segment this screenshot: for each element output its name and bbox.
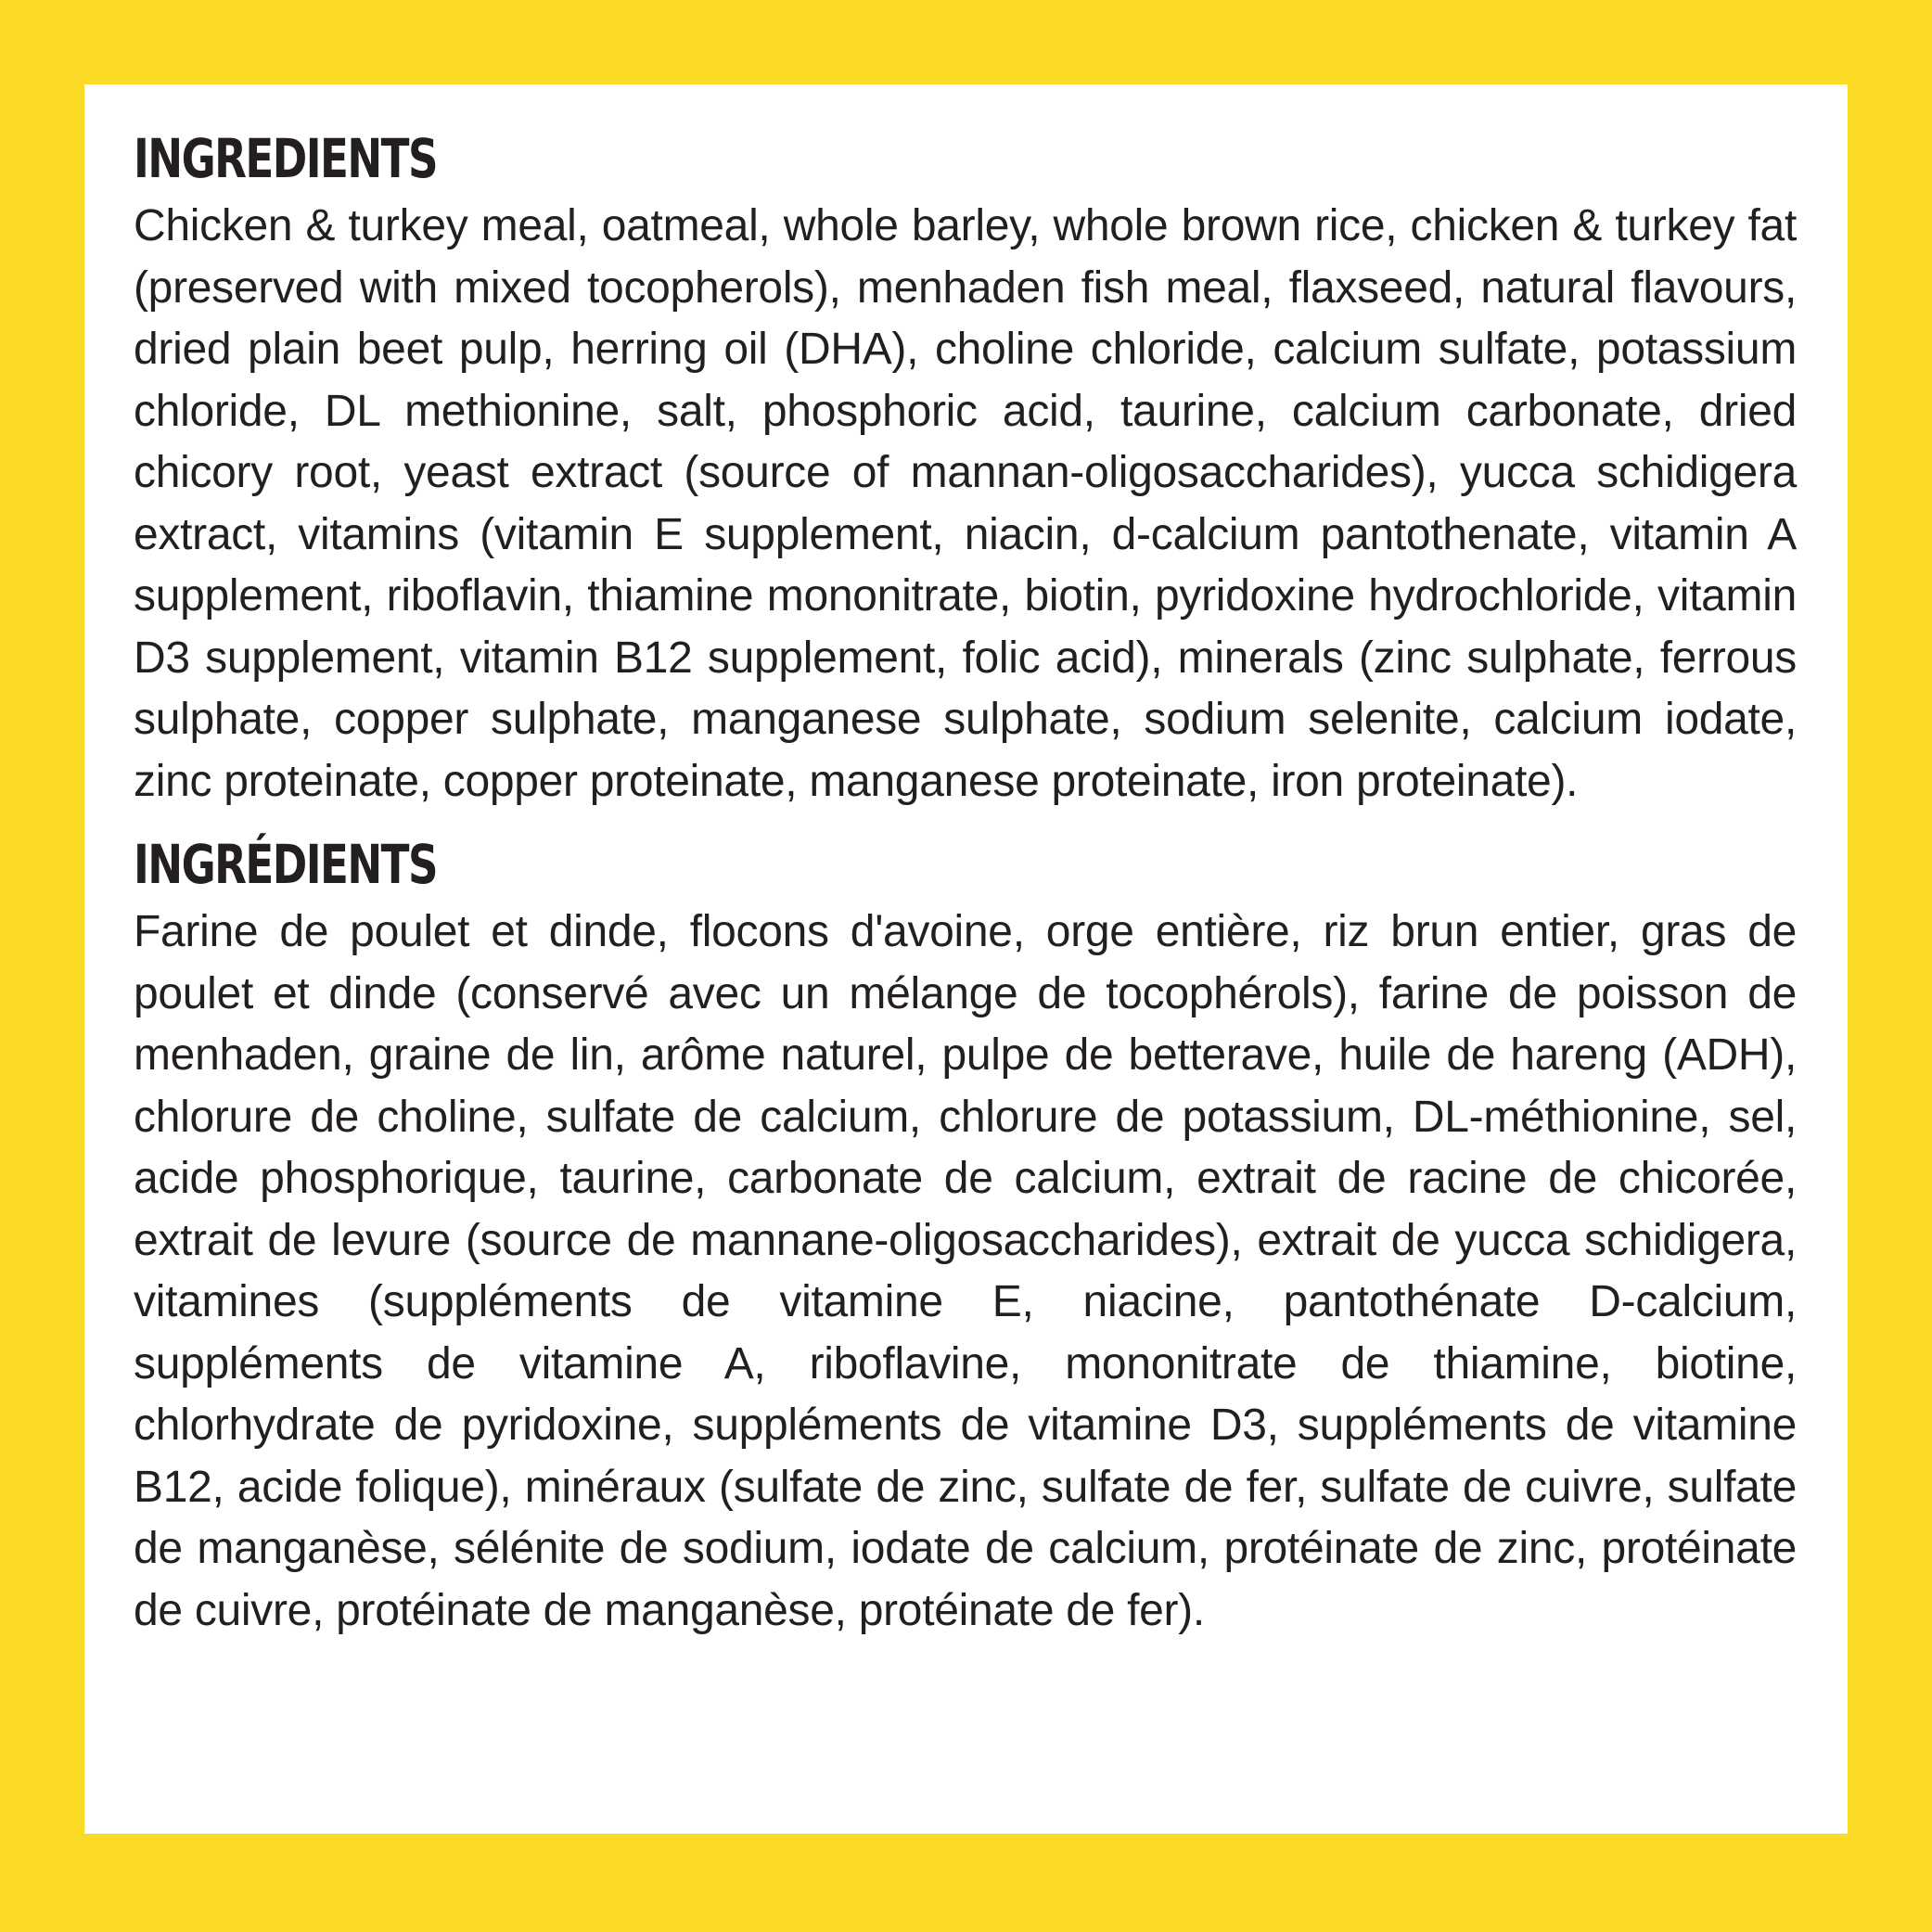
ingredients-text-english: Chicken & turkey meal, oatmeal, whole barley, whole brown rice, chicken & turkey fat (preserved with mixed tocopherols), menhaden fish meal, flaxseed, natural flavours, dried plain beet pulp, herring oil (DHA), choline chloride, calcium sulfate, potassium chloride, DL methionine, salt, phosphoric acid, taurine, calcium carbonate, dried chicory root, yeast extract (source of mannan-oligosaccharides), yucca schidigera extract, vitamins (vitamin E supplement, niacin, d-calcium pantothenate, vitamin A supplement, riboflavin, thiamine mononitrate, biotin, pyridoxine hydrochloride, vitamin D3 supplement, vitamin B12 supplement, folic acid), minerals (zinc sulphate, ferrous sulphate, copper sulphate, manganese sulphate, sodium selenite, calcium iodate, zinc proteinate, copper proteinate, manganese proteinate, iron proteinate). bbox=[134, 201, 1797, 806]
ingredients-heading-french: INGRÉDIENTS bbox=[134, 833, 438, 896]
ingredients-panel bbox=[84, 84, 1848, 1834]
ingredients-heading-english: INGREDIENTS bbox=[134, 127, 438, 190]
ingredients-text-french: Farine de poulet et dinde, flocons d'avoine, orge entière, riz brun entier, gras de poulet et dinde (conservé avec un mélange de tocophérols), farine de poisson de menhaden, graine de lin, arôme naturel, pulpe de betterave, huile de hareng (ADH), chlorure de choline, sulfate de calcium, chlorure de potassium, DL-méthionine, sel, acide phosphorique, taurine, carbonate de calcium, extrait de racine de chicorée, extrait de levure (source de mannane-oligosaccharides), extrait de yucca schidigera, vitamines (suppléments de vitamine E, niacine, pantothénate D-calcium, suppléments de vitamine A, riboflavine, mononitrate de thiamine, biotine, chlorhydrate de pyridoxine, suppléments de vitamine D3, suppléments de vitamine B12, acide folique), minéraux (sulfate de zinc, sulfate de fer, sulfate de cuivre, sulfate de manganèse, sélénite de sodium, iodate de calcium, protéinate de zinc, protéinate de cuivre, protéinate de manganèse, protéinate de fer). bbox=[134, 907, 1797, 1635]
ingredients-french-section bbox=[134, 827, 1797, 1642]
ingredients-english-section bbox=[134, 122, 1797, 812]
